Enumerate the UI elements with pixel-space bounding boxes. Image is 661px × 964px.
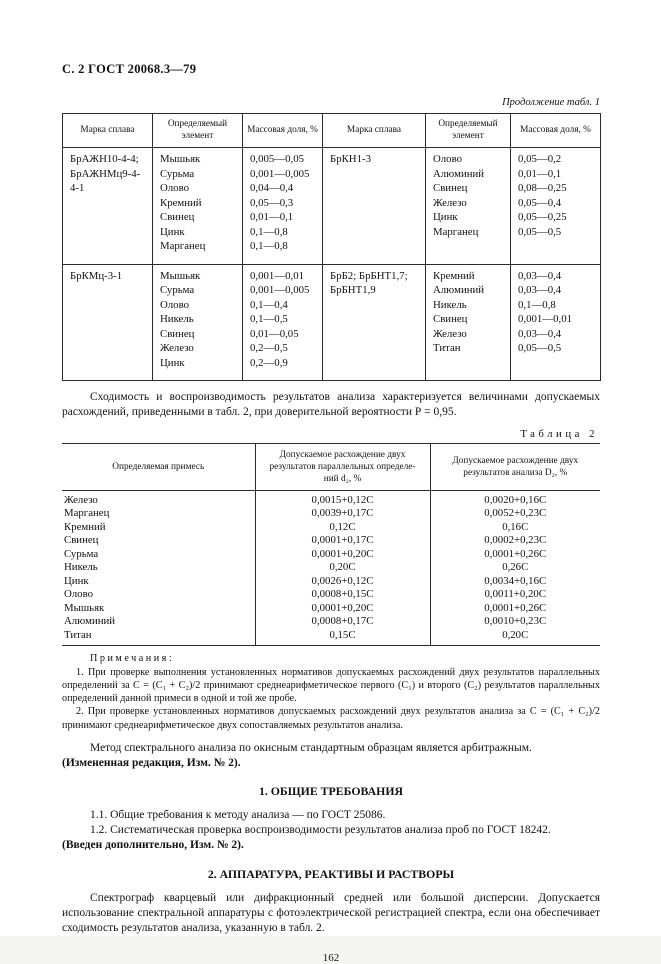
table1-group-row <box>63 264 601 381</box>
element-cell-line: Сурьма <box>160 284 195 297</box>
section-1-heading: 1. ОБЩИЕ ТРЕБОВАНИЯ <box>258 784 404 799</box>
value-cell-line: 0,2—0,5 <box>250 342 288 355</box>
value-cell-line: 0,1—0,8 <box>250 240 288 253</box>
table2-body <box>62 490 600 646</box>
value-cell-line: 0,001—0,01 <box>518 313 572 326</box>
table2-row <box>62 602 600 616</box>
section-2-heading: 2. АППАРАТУРА, РЕАКТИВЫ И РАСТВОРЫ <box>207 866 455 881</box>
table1-caption: Продолжение табл. 1 <box>502 97 600 108</box>
tolerance-cell: 0,0008+0,17С <box>255 615 430 629</box>
table2-row <box>62 534 600 548</box>
element-cell-line: Свинец <box>433 182 468 195</box>
intro-paragraph: Сходимость и воспроизводимость результатов анализа характеризуется величинами допускаемых расхождений, приведенными в табл. 2, при доверительной вероятности Р = 0,95. <box>62 391 600 419</box>
value-cell-line: 0,05—0,5 <box>518 342 562 355</box>
amendment-note-1: (Измененная редакция, Изм. № 2). <box>62 756 241 769</box>
element-cell-line: Сурьма <box>160 167 195 180</box>
table2 <box>62 443 600 647</box>
element-cell-line: Марганец <box>160 240 206 253</box>
value-cell-line: 0,03—0,4 <box>518 327 562 340</box>
element-cell-line: Олово <box>160 182 190 195</box>
element-cell-line: Мышьяк <box>160 153 201 166</box>
impurity-cell: Кремний <box>64 520 106 533</box>
table1-header-row <box>63 114 601 148</box>
element-cell-line: Кремний <box>433 269 475 282</box>
value-cell <box>511 148 601 265</box>
element-cell-line: Олово <box>433 153 463 166</box>
tolerance-cell: 0,0001+0,20С <box>255 548 430 562</box>
element-cell-line: Никель <box>433 298 467 311</box>
alloy-cell <box>323 264 426 381</box>
table1-header-cell: Массовая доля, % <box>511 114 601 148</box>
value-cell-line: 0,01—0,05 <box>250 327 299 340</box>
element-cell-line: Алюминий <box>433 167 485 180</box>
table2-row <box>62 629 600 646</box>
clause-1-2: 1.2. Систематическая проверка воспроизводимости результатов анализа проб по ГОСТ 18242. <box>90 824 551 837</box>
element-cell-line: Мышьяк <box>160 269 201 282</box>
table2-row <box>62 490 600 507</box>
value-cell <box>243 264 323 381</box>
tolerance-cell: 0,0001+0,20С <box>255 602 430 616</box>
impurity-cell: Титан <box>62 629 255 646</box>
element-cell <box>153 148 243 265</box>
tolerance-cell: 0,20С <box>255 561 430 575</box>
element-cell-line: Свинец <box>160 327 195 340</box>
value-cell-line: 0,05—0,25 <box>518 211 567 224</box>
impurity-cell: Никель <box>64 561 98 574</box>
table1-group-row <box>63 148 601 265</box>
alloy-cell-line: БрКМц-3-1 <box>70 269 123 282</box>
tolerance-cell: 0,0052+0,23С <box>430 507 600 521</box>
value-cell-line: 0,05—0,5 <box>518 225 562 238</box>
tolerance-cell: 0,0026+0,12С <box>255 575 430 589</box>
element-cell <box>426 264 511 381</box>
value-cell-line: 0,1—0,8 <box>250 225 288 238</box>
value-cell <box>511 264 601 381</box>
table2-row <box>62 588 600 602</box>
clause-1-1: 1.1. Общие требования к методу анализа — по ГОСТ 25086. <box>90 809 386 822</box>
table2-row <box>62 521 600 535</box>
table2-header-cell: Допускаемое расхождение двух результатов анализа D₂, % <box>430 443 600 490</box>
table2-caption: Таблица 2 <box>520 427 598 440</box>
tolerance-cell: 0,20С <box>430 629 600 646</box>
tolerance-cell: 0,12С <box>255 521 430 535</box>
value-cell-line: 0,05—0,4 <box>518 196 562 209</box>
table1-header-cell: Марка сплава <box>323 114 426 148</box>
element-cell-line: Железо <box>433 327 467 340</box>
value-cell-line: 0,08—0,25 <box>518 182 567 195</box>
alloy-cell <box>323 148 426 265</box>
tolerance-cell: 0,15С <box>255 629 430 646</box>
alloy-cell-line: БрБНТ1,9 <box>330 284 376 297</box>
value-cell-line: 0,03—0,4 <box>518 284 562 297</box>
impurity-cell: Алюминий <box>64 615 116 628</box>
element-cell-line: Свинец <box>433 313 468 326</box>
alloy-cell-line: БрКН1-3 <box>330 153 371 166</box>
table1-body <box>63 148 601 381</box>
table2-header-cell: Определяемая примесь <box>62 443 255 490</box>
tolerance-cell: 0,26С <box>430 561 600 575</box>
note-2: 2. При проверке установленных нормативов допускаемых расхождений двух результатов анализа за С = (С₁ + С₂)/2 принимают среднеарифметическое двух сопоставляемых результатов анализа. <box>62 706 600 731</box>
value-cell-line: 0,001—0,005 <box>250 284 310 297</box>
value-cell <box>243 148 323 265</box>
alloy-cell-line: БрАЖН10-4-4; <box>70 153 139 166</box>
value-cell-line: 0,2—0,9 <box>250 356 288 369</box>
value-cell-line: 0,01—0,1 <box>250 211 294 224</box>
table1 <box>62 113 601 381</box>
impurity-cell: Марганец <box>64 507 110 520</box>
table2-header-row <box>62 443 600 490</box>
element-cell <box>426 148 511 265</box>
impurity-cell: Мышьяк <box>64 601 105 614</box>
value-cell-line: 0,01—0,1 <box>518 167 562 180</box>
value-cell-line: 0,05—0,2 <box>518 153 562 166</box>
element-cell-line: Железо <box>160 342 194 355</box>
alloy-cell <box>63 264 153 381</box>
value-cell-line: 0,005—0,05 <box>250 153 304 166</box>
tolerance-cell: 0,0011+0,20С <box>430 588 600 602</box>
table1-header-cell: Определяемый элемент <box>426 114 511 148</box>
table2-row <box>62 507 600 521</box>
notes-title: Примечания: <box>90 653 175 665</box>
impurity-cell: Цинк <box>64 574 89 587</box>
table2-row <box>62 548 600 562</box>
table2-row <box>62 561 600 575</box>
element-cell-line: Титан <box>433 342 461 355</box>
value-cell-line: 0,001—0,005 <box>250 167 310 180</box>
element-cell-line: Никель <box>160 313 194 326</box>
tolerance-cell: 0,0039+0,17С <box>255 507 430 521</box>
tolerance-cell: 0,0015+0,12С <box>255 490 430 507</box>
alloy-cell-line: БрАЖНМц9-4-4-1 <box>70 167 141 195</box>
element-cell-line: Алюминий <box>433 284 485 297</box>
element-cell-line: Кремний <box>160 196 202 209</box>
value-cell-line: 0,04—0,4 <box>250 182 294 195</box>
impurity-cell: Олово <box>64 588 94 601</box>
amendment-note-2: (Введен дополнительно, Изм. № 2). <box>62 839 244 852</box>
value-cell-line: 0,1—0,5 <box>250 313 288 326</box>
element-cell <box>153 264 243 381</box>
note-1: 1. При проверке выполнения установленных нормативов допускаемых расхождений двух результатов параллельных определений за С = (С₁ + С₂)/2 принимают среднеарифметическое первого (С₁) и второго (С₂) результатов параллельных определений данной примеси в одной и той же пробе. <box>62 666 600 705</box>
alloy-cell <box>63 148 153 265</box>
table2-row <box>62 575 600 589</box>
tolerance-cell: 0,16С <box>430 521 600 535</box>
value-cell-line: 0,05—0,3 <box>250 196 294 209</box>
impurity-cell: Сурьма <box>64 547 99 560</box>
impurity-cell: Свинец <box>64 534 99 547</box>
alloy-cell-line: БрБ2; БрБНТ1,7; <box>330 269 408 282</box>
value-cell-line: 0,1—0,4 <box>250 298 288 311</box>
element-cell-line: Железо <box>433 196 467 209</box>
value-cell-line: 0,03—0,4 <box>518 269 562 282</box>
arbitration-paragraph: Метод спектрального анализа по окисным стандартным образцам является арбитражным. <box>90 741 532 754</box>
value-cell-line: 0,001—0,01 <box>250 269 304 282</box>
page-number: 162 <box>322 952 340 964</box>
tolerance-cell: 0,0001+0,26С <box>430 602 600 616</box>
value-cell-line: 0,1—0,8 <box>518 298 556 311</box>
table1-header-cell: Определяемый элемент <box>153 114 243 148</box>
table2-row <box>62 615 600 629</box>
table1-header-cell: Массовая доля, % <box>243 114 323 148</box>
impurity-cell: Железо <box>64 493 98 506</box>
tolerance-cell: 0,0008+0,15С <box>255 588 430 602</box>
tolerance-cell: 0,0010+0,23С <box>430 615 600 629</box>
tolerance-cell: 0,0001+0,26С <box>430 548 600 562</box>
page-header: С. 2 ГОСТ 20068.3—79 <box>62 62 197 76</box>
element-cell-line: Свинец <box>160 211 195 224</box>
notes-section <box>62 652 600 732</box>
element-cell-line: Цинк <box>160 225 185 238</box>
element-cell-line: Цинк <box>433 211 458 224</box>
tolerance-cell: 0,0034+0,16С <box>430 575 600 589</box>
element-cell-line: Цинк <box>160 356 185 369</box>
tolerance-cell: 0,0001+0,17С <box>255 534 430 548</box>
element-cell-line: Марганец <box>433 225 479 238</box>
tolerance-cell: 0,0002+0,23С <box>430 534 600 548</box>
tolerance-cell: 0,0020+0,16С <box>430 490 600 507</box>
section-2-body: Спектрограф кварцевый или дифракционный средней или большой дисперсии. Допускается использование спектральной аппаратуры с фотоэлектрической регистрацией спектра, если она обеспечивает сходимость результатов анализа, указанную в табл. 2. <box>62 891 600 934</box>
table2-header-cell: Допускаемое расхождение двух результатов параллельных определений d₂, % <box>255 443 430 490</box>
table1-header-cell: Марка сплава <box>63 114 153 148</box>
element-cell-line: Олово <box>160 298 190 311</box>
